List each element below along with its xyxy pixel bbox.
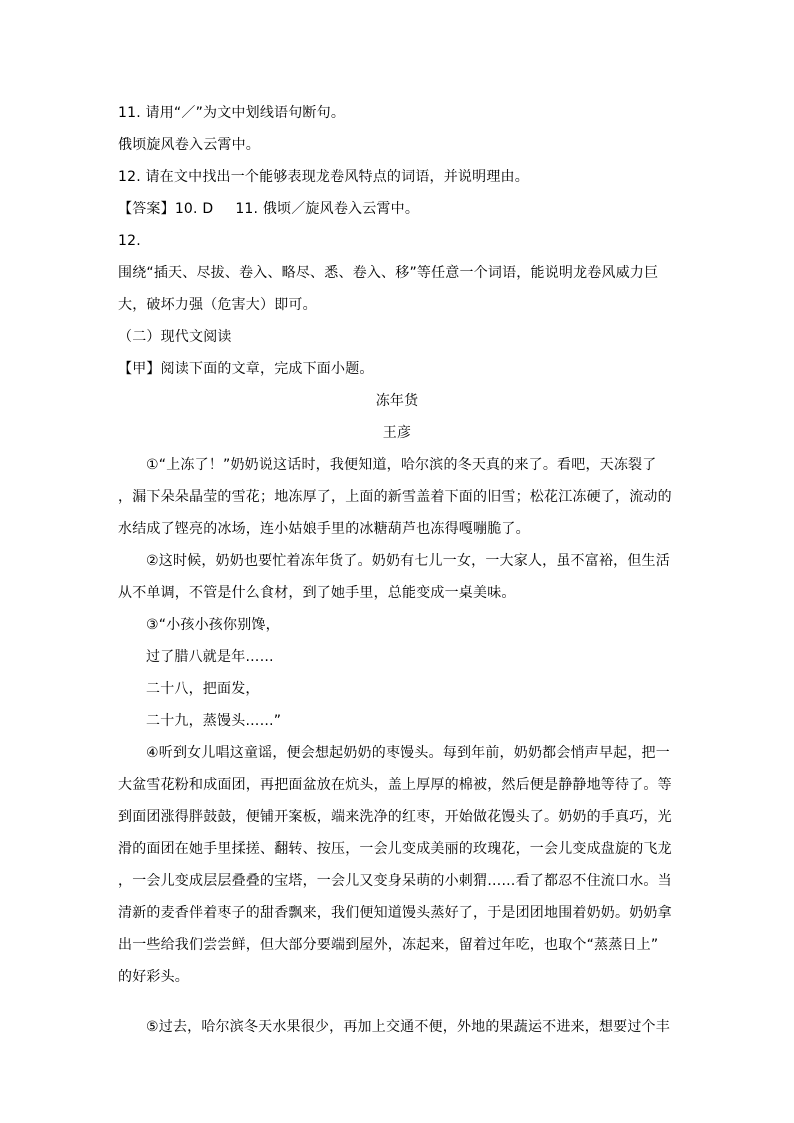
article-line: 水结成了铿亮的冰场，连小姑娘手里的冰糖葫芦也冻得嘎嘣脆了。 [118, 521, 530, 537]
article-line: 清新的麦香伴着枣子的甜香飘来，我们便知道馒头蒸好了，于是团团地围着奶奶。奶奶拿 [118, 905, 672, 921]
article-line: 出一些给我们尝尝鲜，但大部分要端到屋外，冻起来，留着过年吃，也取个“蒸蒸日上” [118, 937, 659, 953]
article-line: ，漏下朵朵晶莹的雪花；地冻厚了，上面的新雪盖着下面的旧雪；松花江冻硬了，流动的 [118, 489, 672, 505]
answer-11: 11. 俄顷／旋风卷入云霄中。 [235, 201, 420, 217]
article-line: ③“小孩小孩你别馋， [146, 617, 280, 633]
article-line: 从不单调，不管是什么食材，到了她手里，总能变成一桌美味。 [118, 585, 516, 601]
article-line: ⑤过去，哈尔滨冬天水果很少，再加上交通不便，外地的果蔬运不进来，想要过个丰 [146, 1019, 670, 1035]
article-title: 冻年货 [375, 393, 419, 409]
article-author: 王彦 [382, 425, 412, 441]
answer-12-line-1: 围绕“插天、尽拔、卷入、略尽、悉、卷入、移”等任意一个词语，能说明龙卷风威力巨 [118, 265, 659, 281]
article-line: 滑的面团在她手里揉搓、翻转、按压，一会儿变成美丽的玫瑰花，一会儿变成盘旋的飞龙 [118, 841, 672, 857]
answer-12-number: 12. [118, 233, 141, 249]
article-line: 过了腊八就是年…… [146, 649, 274, 665]
answer-12-line-2: 大，破坏力强（危害大）即可。 [118, 297, 317, 313]
question-11-prompt: 11. 请用“／”为文中划线语句断句。 [118, 105, 346, 121]
reading-instruction: 【甲】阅读下面的文章，完成下面小题。 [118, 361, 374, 377]
article-line: 二十九，蒸馒头……” [146, 713, 282, 729]
article-line: ①“上冻了！”奶奶说这话时，我便知道，哈尔滨的冬天真的来了。看吧，天冻裂了 [146, 457, 657, 473]
article-line: 的好彩头。 [118, 969, 189, 985]
article-line: ，一会儿变成层层叠叠的宝塔，一会儿又变身呆萌的小刺猬……看了都忍不住流口水。当 [118, 873, 672, 889]
article-line: ②这时候，奶奶也要忙着冻年货了。奶奶有七儿一女，一大家人，虽不富裕，但生活 [146, 553, 670, 569]
section-heading: （二）现代文阅读 [118, 329, 232, 345]
answer-tag: 【答案】 [118, 201, 175, 217]
article-line: 到面团涨得胖鼓鼓，便铺开案板，端来洗净的红枣，开始做花馒头了。奶奶的手真巧，光 [118, 809, 672, 825]
article-line: 大盆雪花粉和成面团，再把面盆放在炕头，盖上厚厚的棉被，然后便是静静地等待了。等 [118, 777, 672, 793]
question-11-sentence: 俄顷旋风卷入云霄中。 [118, 137, 260, 153]
answer-10: 10. D [174, 201, 214, 217]
question-12-prompt: 12. 请在文中找出一个能够表现龙卷风特点的词语，并说明理由。 [118, 169, 529, 185]
article-line: 二十八，把面发， [146, 681, 260, 697]
article-line: ④听到女儿唱这童谣，便会想起奶奶的枣馒头。每到年前，奶奶都会悄声早起，把一 [146, 745, 670, 761]
answer-line [118, 199, 678, 219]
